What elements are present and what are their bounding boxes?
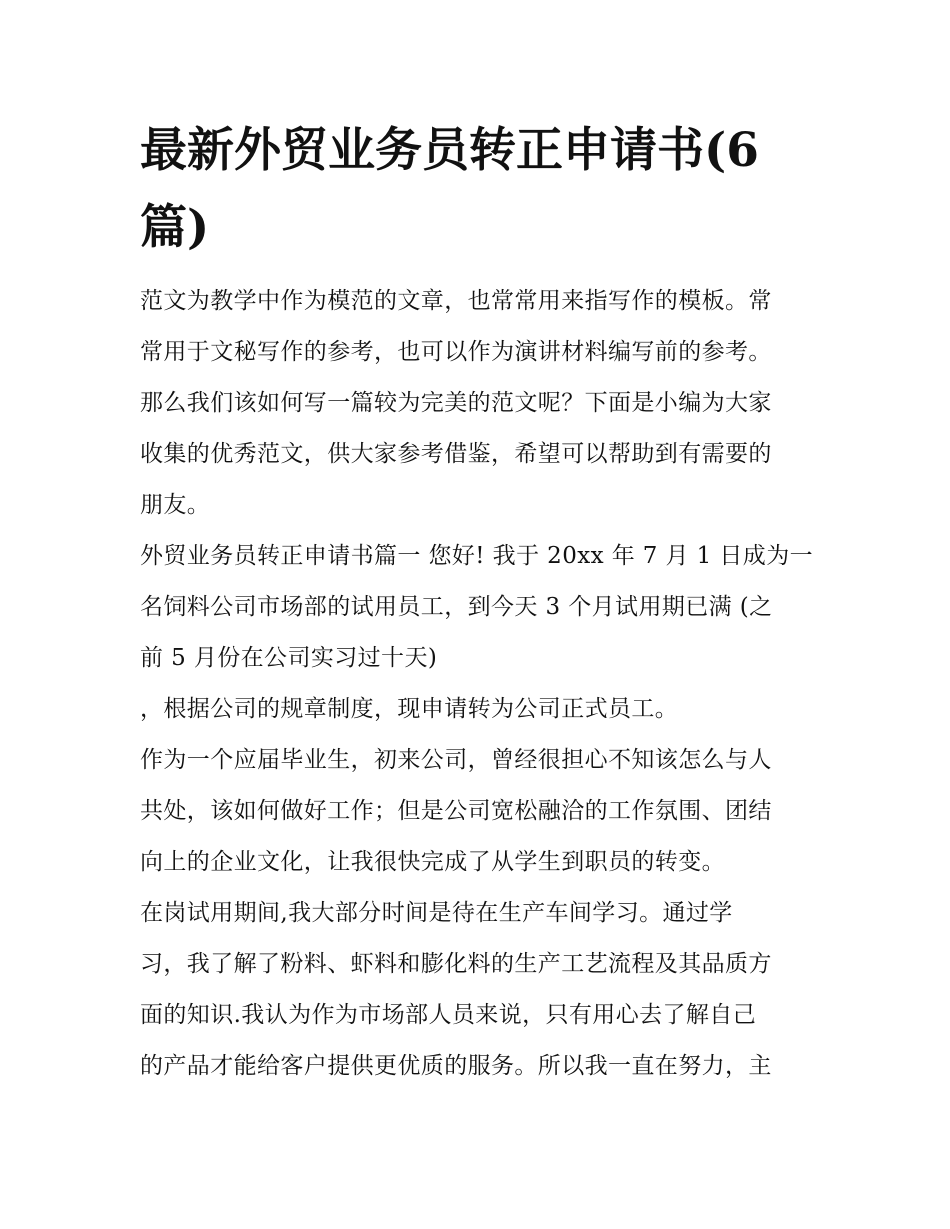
title-line: 最新外贸业务员转正申请书(6	[140, 123, 759, 178]
body-line: 的产品才能给客户提供更优质的服务。所以我一直在努力，主	[140, 1053, 772, 1079]
body-line: 在岗试用期间,我大部分时间是待在生产车间学习。通过学	[140, 900, 733, 926]
document-title	[140, 112, 830, 266]
body-line: 朋友。	[140, 492, 211, 518]
title-line: 篇)	[140, 200, 210, 255]
body-line: 收集的优秀范文，供大家参考借鉴，希望可以帮助到有需要的	[140, 441, 772, 467]
body-line: 面的知识.我认为作为市场部人员来说，只有用心去了解自己	[140, 1002, 757, 1028]
body-line: 前 5 月份在公司实习过十天)	[140, 645, 438, 671]
body-line: ，根据公司的规章制度，现申请转为公司正式员工。	[140, 696, 679, 722]
body-line: 外贸业务员转正申请书篇一 您好! 我于 20xx 年 7 月 1 日成为一	[140, 543, 814, 569]
body-line: 名饲料公司市场部的试用员工，到今天 3 个月试用期已满 (之	[140, 594, 773, 620]
body-line: 习，我了解了粉料、虾料和膨化料的生产工艺流程及其品质方	[140, 951, 772, 977]
body-line: 共处，该如何做好工作；但是公司宽松融洽的工作氛围、团结	[140, 798, 772, 824]
body-line: 常用于文秘写作的参考，也可以作为演讲材料编写前的参考。	[140, 339, 772, 365]
body-line: 范文为教学中作为模范的文章，也常常用来指写作的模板。常	[140, 288, 772, 314]
body-line: 向上的企业文化，让我很快完成了从学生到职员的转变。	[140, 849, 725, 875]
body-line: 那么我们该如何写一篇较为完美的范文呢？下面是小编为大家	[140, 390, 772, 416]
body-line: 作为一个应届毕业生，初来公司，曾经很担心不知该怎么与人	[140, 747, 772, 773]
document-body	[140, 280, 815, 1096]
